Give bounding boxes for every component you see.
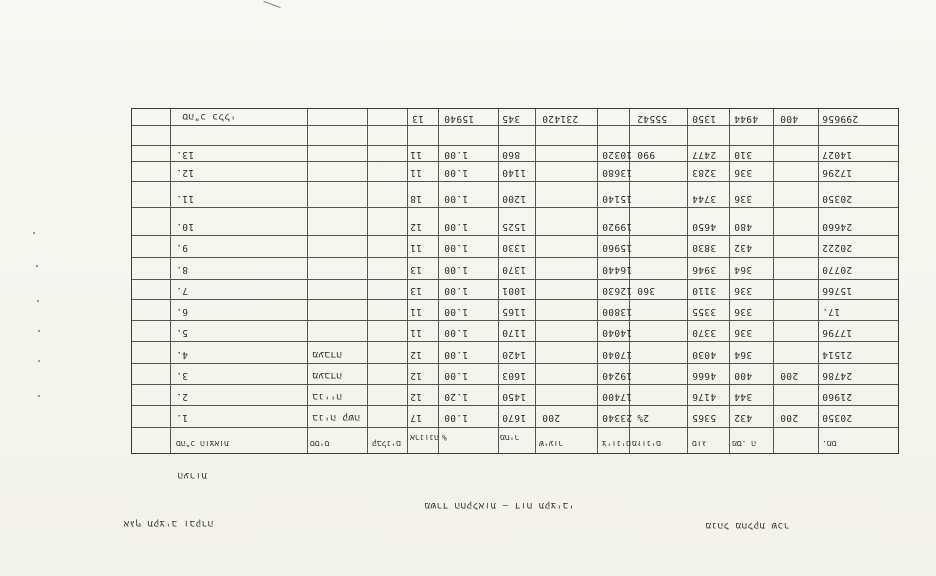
table-cell: 21960 [822, 391, 853, 402]
table-footer-label: הערות [177, 470, 208, 480]
table-cell: 15766 [822, 285, 853, 296]
document-title: משרד החקלאות — דוח תקציבי [424, 500, 575, 510]
table-cell: 360 [637, 285, 656, 296]
table-cell: 1.00 [444, 370, 469, 381]
table-cell: 11 [410, 167, 423, 178]
table-cell: 24786 [822, 370, 853, 381]
col-header: ססיס [310, 439, 330, 448]
table-cell: 24660 [822, 221, 853, 232]
table-cell: 15960 [602, 242, 633, 253]
scan-mark [263, 1, 280, 8]
footer-right: מנהל מחלקת שכר [705, 520, 790, 530]
table-cell: 432 [734, 242, 753, 253]
footer-left: אגף תקציב ובקרה [123, 518, 214, 528]
table-cell: 480 [734, 221, 753, 232]
table-cell: 1.00 [444, 285, 469, 296]
table-cell: 3830 [692, 242, 717, 253]
table-cell: 3946 [692, 264, 717, 275]
table-cell: 11 [410, 327, 423, 338]
table-cell: 13 [412, 113, 425, 124]
table-cell: 15940 [444, 113, 475, 124]
table-cell: 15140 [602, 193, 633, 204]
table-cell: 55542 [637, 113, 668, 124]
table-cell: 1001 [502, 285, 527, 296]
col-header: מחיר [500, 433, 520, 442]
table-cell: 3370 [692, 327, 717, 338]
table-cell: 3744 [692, 193, 717, 204]
table-cell: 14040 [602, 327, 633, 338]
table-cell: 4. [176, 349, 189, 360]
table-cell: 19920 [602, 221, 633, 232]
table-cell: 231420 [542, 113, 579, 124]
table-cell: 336 [734, 167, 753, 178]
data-table [131, 108, 899, 454]
col-header: מס. ה [732, 439, 757, 448]
table-cell: 20222 [822, 242, 853, 253]
table-cell: 3. [176, 370, 189, 381]
table-cell: 13680 [602, 167, 633, 178]
table-cell: 3355 [692, 306, 717, 317]
table-cell: 336 [734, 193, 753, 204]
table-cell: 4650 [692, 221, 717, 232]
table-cell: 9. [176, 242, 189, 253]
table-cell: 11 [410, 242, 423, 253]
table-cell: 1140 [502, 167, 527, 178]
table-cell: 1670 [502, 412, 527, 423]
table-cell: 310 [734, 149, 753, 160]
table-cell: 860 [502, 149, 521, 160]
table-cell: 336 [734, 285, 753, 296]
table-cell: 4030 [692, 349, 717, 360]
table-cell: סה"כ כללי [182, 111, 237, 122]
table-cell: 12 [410, 349, 423, 360]
table-cell: 20350 [822, 412, 853, 423]
table-cell: 1.00 [444, 264, 469, 275]
table-cell: 12 [410, 370, 423, 381]
table-cell: 3283 [692, 167, 717, 178]
table-cell: 400 [780, 113, 799, 124]
table-cell: 13. [176, 149, 195, 160]
table-cell: 1.00 [444, 193, 469, 204]
table-cell: 1. [176, 412, 189, 423]
table-cell: 17. [822, 306, 841, 317]
table-cell: 1.20 [444, 391, 469, 402]
table-cell: 1330 [502, 242, 527, 253]
table-cell: 17296 [822, 167, 853, 178]
table-cell: 17 [410, 412, 423, 423]
table-cell: 336 [734, 306, 753, 317]
table-cell: 990 [637, 149, 656, 160]
table-cell: 1.00 [444, 149, 469, 160]
table-cell: 10320 [602, 149, 633, 160]
table-cell: 13 [410, 285, 423, 296]
table-cell: 7. [176, 285, 189, 296]
table-cell: 1370 [502, 264, 527, 275]
table-cell: 18 [410, 193, 423, 204]
table-cell: בניה קשה [312, 412, 361, 423]
table-cell: 4666 [692, 370, 717, 381]
col-header: שיעור [539, 439, 564, 448]
table-cell: 19240 [602, 370, 633, 381]
table-cell: 1.00 [444, 167, 469, 178]
table-cell: 11 [410, 149, 423, 160]
table-cell: 10. [176, 221, 195, 232]
table-cell: 5. [176, 327, 189, 338]
col-header: מזונים [632, 439, 661, 448]
table-cell: 8. [176, 264, 189, 275]
table-cell: 400 [734, 370, 753, 381]
table-cell: 1420 [502, 349, 527, 360]
table-cell: 1165 [502, 306, 527, 317]
table-cell: 299656 [822, 113, 859, 124]
table-cell: 1.00 [444, 327, 469, 338]
col-header: ארנונה [410, 433, 439, 442]
table-cell: מעבדה [312, 370, 343, 381]
table-cell: 1.00 [444, 306, 469, 317]
table-cell: 17796 [822, 327, 853, 338]
table-cell: 1603 [502, 370, 527, 381]
table-cell: 1170 [502, 327, 527, 338]
table-cell: 1450 [502, 391, 527, 402]
table-cell: 1.00 [444, 349, 469, 360]
table-cell: 16440 [602, 264, 633, 275]
col-header: סה"כ הוצאות [176, 439, 229, 448]
table-cell: 17400 [602, 391, 633, 402]
table-cell: 336 [734, 327, 753, 338]
table-cell: 1.00 [444, 242, 469, 253]
table-cell: 364 [734, 264, 753, 275]
table-cell: 1525 [502, 221, 527, 232]
table-cell: 12 [410, 391, 423, 402]
table-cell: 2477 [692, 149, 717, 160]
col-header: ציונים [602, 439, 631, 448]
table-cell: 200 [780, 412, 799, 423]
table-cell: 11. [176, 193, 195, 204]
table-cell: 5365 [692, 412, 717, 423]
table-cell: 200 [780, 370, 799, 381]
table-cell: 1.00 [444, 221, 469, 232]
table-cell: מעבדה [312, 349, 343, 360]
table-cell: 4176 [692, 391, 717, 402]
table-cell: 345 [502, 113, 521, 124]
table-cell: 6. [176, 306, 189, 317]
col-header: קבלנים [372, 439, 401, 448]
table-cell: בנייה [312, 391, 343, 402]
table-cell: 2. [176, 391, 189, 402]
table-cell: 12 [410, 221, 423, 232]
table-cell: 1350 [692, 113, 717, 124]
table-cell: 14027 [822, 149, 853, 160]
table-cell: 1200 [502, 193, 527, 204]
table-cell: 432 [734, 412, 753, 423]
table-cell: 12630 [602, 285, 633, 296]
table-cell: 12. [176, 167, 195, 178]
table-cell: 21514 [822, 349, 853, 360]
col-header: מס. [822, 439, 837, 448]
table-cell: 344 [734, 391, 753, 402]
table-cell: 200 [542, 412, 561, 423]
table-cell: 3110 [692, 285, 717, 296]
table-cell: 20770 [822, 264, 853, 275]
table-cell: 13 [410, 264, 423, 275]
table-cell: 23340 [602, 412, 633, 423]
table-cell: 11 [410, 306, 423, 317]
col-header: % [442, 433, 447, 442]
table-cell: 1.00 [444, 412, 469, 423]
table-cell: 20350 [822, 193, 853, 204]
table-cell: 4944 [734, 113, 759, 124]
table-cell: 17040 [602, 349, 633, 360]
table-cell: 364 [734, 349, 753, 360]
col-header: סוג [692, 439, 707, 448]
table-cell: 13800 [602, 306, 633, 317]
table-cell: 2% [637, 412, 650, 423]
